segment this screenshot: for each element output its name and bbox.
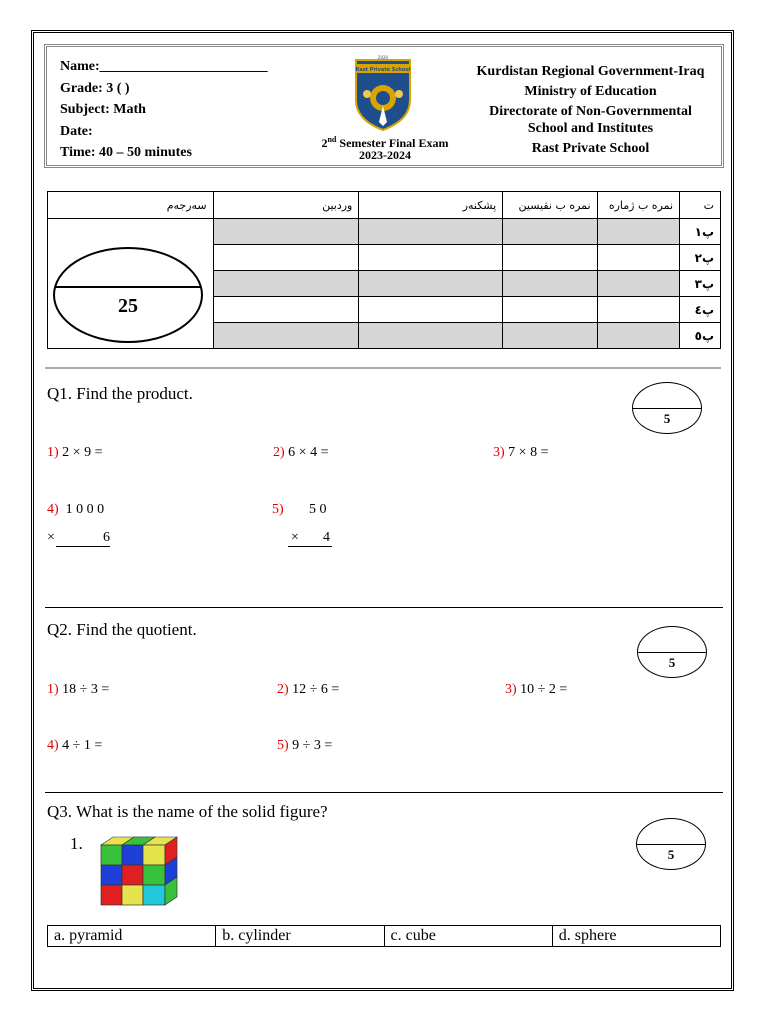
divider — [45, 792, 723, 793]
grade-cell[interactable] — [213, 323, 359, 349]
subject-label: Subject: Math — [60, 102, 146, 117]
q2-score-oval: 5 — [637, 626, 707, 678]
header-score-number: نمرە ب ژمارە — [597, 192, 679, 219]
divider — [45, 607, 723, 608]
grade-field[interactable]: Grade: 3 ( ) — [60, 80, 130, 96]
total-score-oval — [53, 247, 203, 343]
row-label: پ٤ — [680, 297, 721, 323]
grade-cell[interactable] — [213, 271, 359, 297]
grade-cell[interactable] — [597, 297, 679, 323]
grade-cell[interactable] — [597, 245, 679, 271]
choice-b[interactable]: b. cylinder — [216, 926, 384, 947]
total-score: 25 — [118, 295, 138, 317]
choice-d[interactable]: d. sphere — [552, 926, 720, 947]
svg-text:2020: 2020 — [377, 55, 389, 60]
student-info — [60, 56, 268, 164]
q2-item-3: 3) 10 ÷ 2 = — [505, 682, 568, 697]
q1-score-oval: 5 — [632, 382, 702, 434]
choice-c[interactable]: c. cube — [384, 926, 552, 947]
q1-item-4: 4) 1 0 0 0 — [47, 502, 105, 517]
grade-cell[interactable] — [503, 245, 597, 271]
row-label: پ٢ — [680, 245, 721, 271]
q3-title: Q3. What is the name of the solid figure? — [47, 802, 328, 821]
grade-cell[interactable] — [213, 219, 359, 245]
q1-item-4-multiplier: × — [47, 530, 55, 545]
grade-cell[interactable] — [213, 297, 359, 323]
header-checker: پشکنەر — [359, 192, 503, 219]
row-label: پ١ — [680, 219, 721, 245]
grade-cell[interactable] — [213, 245, 359, 271]
grade-cell[interactable] — [359, 219, 503, 245]
q3-choices — [47, 925, 721, 947]
q1-title: Q1. Find the product. — [47, 384, 193, 403]
svg-text:Rast Private School: Rast Private School — [355, 67, 411, 73]
q2-item-5: 5) 9 ÷ 3 = — [277, 738, 333, 753]
q1-item-3: 3) 7 × 8 = — [493, 445, 549, 460]
exam-title: 2nd Semester Final Exam 2023-2024 — [321, 135, 449, 162]
rubiks-cube-image — [97, 833, 181, 909]
header-number: ت — [680, 192, 721, 219]
org-ministry: Ministry of Education — [524, 84, 657, 99]
grade-cell[interactable] — [359, 323, 503, 349]
date-field[interactable]: Date: — [60, 123, 93, 139]
time-label: Time: 40 – 50 minutes — [60, 145, 192, 160]
q1-item-1: 1) 2 × 9 = — [47, 445, 103, 460]
grade-cell[interactable] — [359, 271, 503, 297]
choice-a[interactable]: a. pyramid — [48, 926, 216, 947]
org-directorate: Directorate of Non-Governmental School and Institutes — [489, 104, 692, 136]
grade-cell[interactable] — [597, 271, 679, 297]
header-reviewer: وردبین — [213, 192, 359, 219]
q2-item-2: 2) 12 ÷ 6 = — [277, 682, 340, 697]
grade-cell[interactable] — [503, 323, 597, 349]
q1-item-4-bottom: 6 — [56, 530, 110, 547]
q3-score-oval: 5 — [636, 818, 706, 870]
row-label: پ٣ — [680, 271, 721, 297]
q2-title: Q2. Find the quotient. — [47, 620, 197, 639]
q1-item-5: 5) — [272, 502, 284, 517]
q1-item-5-top: 5 0 — [309, 502, 327, 517]
grade-cell[interactable] — [503, 271, 597, 297]
q3-item-number: 1. — [70, 834, 83, 853]
school-logo — [353, 54, 413, 132]
divider — [45, 367, 721, 369]
header-total: سەرجەم — [48, 192, 214, 219]
q1-item-5-bottom-line: × 4 — [288, 530, 332, 547]
grade-cell[interactable] — [597, 219, 679, 245]
organization-info — [468, 63, 713, 160]
org-school: Rast Private School — [531, 141, 650, 156]
grade-cell[interactable] — [359, 297, 503, 323]
name-field[interactable]: Name:________________________ — [60, 59, 268, 74]
q2-item-1: 1) 18 ÷ 3 = — [47, 682, 110, 697]
grade-cell[interactable] — [359, 245, 503, 271]
q2-item-4: 4) 4 ÷ 1 = — [47, 738, 103, 753]
grade-cell[interactable] — [597, 323, 679, 349]
header-score-words: نمرە ب نقیسین — [503, 192, 597, 219]
grade-cell[interactable] — [503, 219, 597, 245]
org-government: Kurdistan Regional Government-Iraq — [476, 64, 705, 79]
q1-item-2: 2) 6 × 4 = — [273, 445, 329, 460]
row-label: پ٥ — [680, 323, 721, 349]
grade-cell[interactable] — [503, 297, 597, 323]
